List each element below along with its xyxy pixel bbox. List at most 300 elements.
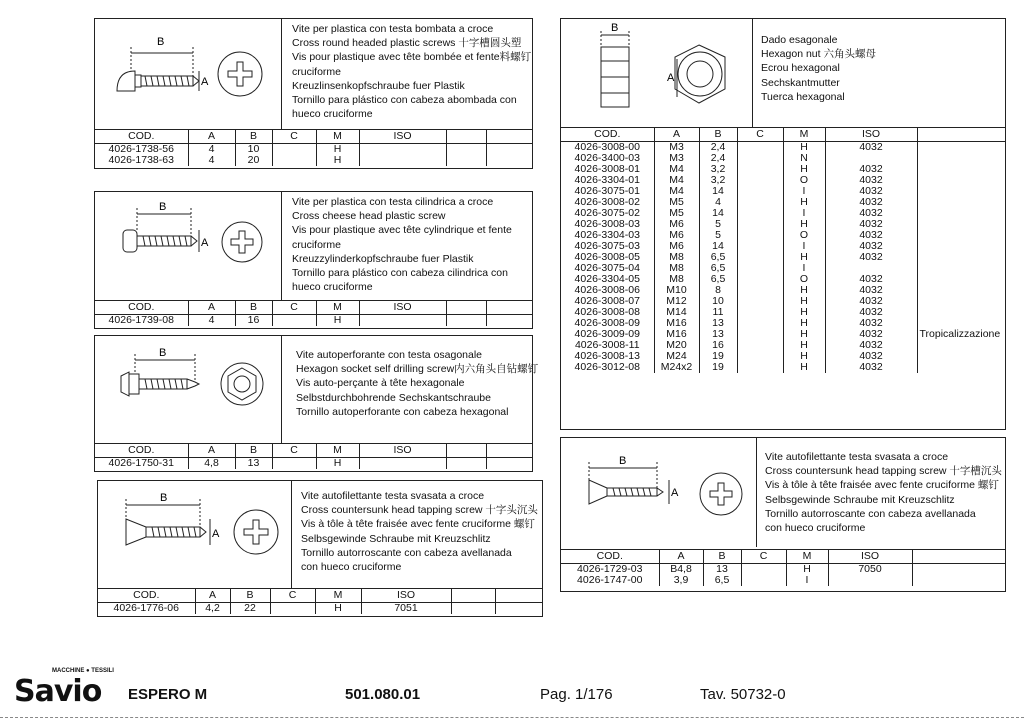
cell-m: I xyxy=(783,186,825,197)
cell-a: M3 xyxy=(654,153,699,164)
cell-m: H xyxy=(786,564,828,576)
parts-table xyxy=(95,443,532,469)
cell-iso: 7051 xyxy=(361,603,451,615)
cell-cod: 4026-3008-00 xyxy=(574,141,640,153)
cell-b: 20 xyxy=(235,155,272,166)
cell-b: 13 xyxy=(699,329,737,340)
countersunk-screw-drawing xyxy=(98,481,291,588)
cell-cod: 4026-1776-06 xyxy=(113,602,179,614)
cell-m: H xyxy=(783,197,825,208)
parts-table xyxy=(95,300,532,326)
table-header xyxy=(561,128,1005,142)
cell-extra-2 xyxy=(486,315,532,327)
cell-iso: 4032 xyxy=(825,307,917,318)
dim-label-b: B xyxy=(619,455,627,467)
cell-cod: 4026-3008-13 xyxy=(574,351,640,362)
cell-a: M4 xyxy=(654,186,699,197)
header-a: A xyxy=(195,589,230,603)
dim-label-a: A xyxy=(201,76,209,88)
cell-notes xyxy=(917,186,1005,197)
description-block xyxy=(765,450,1002,535)
desc-en: Hexagon nut 六角头螺母 xyxy=(761,48,876,61)
cell-iso xyxy=(825,153,917,164)
cell-m: H xyxy=(783,351,825,362)
cell-c xyxy=(741,575,786,586)
desc-fr: Vis à tôle à tête fraisée avec fente cruciforme 螺钉 xyxy=(301,518,535,531)
desc-es-2: hueco cruciforme xyxy=(292,108,373,121)
header-extra-1 xyxy=(446,301,486,315)
cell-c xyxy=(737,230,783,241)
cell-m: H xyxy=(783,142,825,154)
cell-notes xyxy=(917,230,1005,241)
parts-table xyxy=(561,127,1005,373)
table-row xyxy=(95,144,532,156)
table-row xyxy=(561,142,1005,154)
table-row xyxy=(561,564,1005,576)
cell-cod: 4026-3008-06 xyxy=(574,285,640,296)
cell-c xyxy=(737,285,783,296)
cell-a: M20 xyxy=(654,340,699,351)
drawing-area xyxy=(95,336,282,443)
cell-cod: 4026-3008-01 xyxy=(574,164,640,175)
header-extra-1 xyxy=(446,130,486,144)
cell-a: M6 xyxy=(654,241,699,252)
cell-c xyxy=(737,153,783,164)
cell-a: M14 xyxy=(654,307,699,318)
cell-notes xyxy=(917,153,1005,164)
page-number: Pag. 1/176 xyxy=(540,686,613,703)
cell-c xyxy=(737,274,783,285)
cell-iso xyxy=(359,144,446,156)
cell-notes: Tropicalizzazione xyxy=(917,329,1005,340)
dim-label-a: A xyxy=(201,237,209,249)
cell-b: 14 xyxy=(699,241,737,252)
part-panel-countersunk-tapping-screw xyxy=(560,437,1006,592)
cell-b: 13 xyxy=(235,458,272,470)
header-c: C xyxy=(272,444,316,458)
parts-table xyxy=(98,588,542,614)
cell-a: 3,9 xyxy=(659,575,703,586)
desc-de: Selbsgewinde Schraube mit Kreuzschlitz xyxy=(765,493,955,506)
cell-c xyxy=(737,142,783,154)
cell-b: 6,5 xyxy=(699,252,737,263)
table-row xyxy=(561,307,1005,318)
desc-es-2: con hueco cruciforme xyxy=(301,560,402,573)
cell-iso: 4032 xyxy=(825,175,917,186)
cell-iso: 4032 xyxy=(825,329,917,340)
cell-cod: 4026-3008-03 xyxy=(574,219,640,230)
desc-fr-2: cruciforme xyxy=(292,238,342,251)
desc-es: Tornillo autorroscante con cabeza avellanada xyxy=(301,546,512,559)
header-extra-1 xyxy=(451,589,495,603)
cell-m: I xyxy=(783,263,825,274)
header-m: M xyxy=(316,301,359,315)
desc-de: Kreuzzylinderkopfschraube fuer Plastik xyxy=(292,252,474,265)
cell-extra-2 xyxy=(486,458,532,470)
desc-es: Tornillo para plástico con cabeza cilindrica con xyxy=(292,266,508,279)
cell-cod: 4026-3400-03 xyxy=(574,153,640,164)
cell-cod: 4026-3075-01 xyxy=(574,186,640,197)
header-b: B xyxy=(703,550,741,564)
cell-notes xyxy=(917,175,1005,186)
cell-notes xyxy=(917,164,1005,175)
table-row xyxy=(561,263,1005,274)
header-m: M xyxy=(786,550,828,564)
cell-notes xyxy=(917,362,1005,373)
cell-c xyxy=(737,263,783,274)
cell-a: M12 xyxy=(654,296,699,307)
cell-cod: 4026-1738-63 xyxy=(108,155,174,166)
header-extra-1 xyxy=(446,444,486,458)
dim-label-b: B xyxy=(159,201,167,213)
cell-b: 14 xyxy=(699,186,737,197)
header-b: B xyxy=(235,444,272,458)
cell-notes xyxy=(917,318,1005,329)
cell-cod: 4026-3075-03 xyxy=(574,241,640,252)
cell-cod: 4026-1729-03 xyxy=(577,563,643,575)
cell-b: 16 xyxy=(699,340,737,351)
table-row xyxy=(561,274,1005,285)
cell-m: N xyxy=(783,153,825,164)
cell-iso xyxy=(825,263,917,274)
cell-extra-1 xyxy=(446,144,486,156)
cell-cod: 4026-1739-08 xyxy=(108,314,174,326)
cell-extra-1 xyxy=(451,603,495,615)
cell-notes xyxy=(917,142,1005,154)
cell-m: H xyxy=(783,296,825,307)
cell-notes xyxy=(917,340,1005,351)
hex-drilling-screw-drawing xyxy=(95,336,281,443)
desc-en: Cross round headed plastic screws 十字槽圆头塑 xyxy=(292,37,522,50)
cell-b: 2,4 xyxy=(699,153,737,164)
dim-label-b: B xyxy=(611,22,619,34)
cell-a: M10 xyxy=(654,285,699,296)
table-header xyxy=(95,301,532,315)
table-row xyxy=(561,175,1005,186)
header-cod: COD. xyxy=(98,589,195,603)
desc-it: Vite autoperforante con testa osagonale xyxy=(296,349,483,361)
cell-iso xyxy=(359,458,446,470)
header-b: B xyxy=(230,589,270,603)
desc-de: Kreuzlinsenkopfschraube fuer Plastik xyxy=(292,79,465,92)
cell-c xyxy=(737,164,783,175)
cell-b: 14 xyxy=(699,208,737,219)
cell-c xyxy=(737,362,783,373)
cell-b: 5 xyxy=(699,230,737,241)
header-cod: COD. xyxy=(561,550,659,564)
cell-b: 6,5 xyxy=(699,274,737,285)
cell-iso: 4032 xyxy=(825,186,917,197)
cell-iso: 4032 xyxy=(825,274,917,285)
cell-b: 13 xyxy=(703,564,741,576)
table-header xyxy=(95,444,532,458)
cell-notes xyxy=(917,285,1005,296)
cell-iso: 4032 xyxy=(825,142,917,154)
machine-name: ESPERO M xyxy=(128,686,208,703)
table-number: Tav. 50732-0 xyxy=(700,686,786,703)
header-cod: COD. xyxy=(95,130,188,144)
table-row xyxy=(561,318,1005,329)
desc-fr: Vis auto-perçante à tête hexagonale xyxy=(296,377,465,390)
cell-iso: 4032 xyxy=(825,285,917,296)
cell-c xyxy=(737,340,783,351)
cell-cod: 4026-3075-02 xyxy=(574,208,640,219)
desc-it: Dado esagonale xyxy=(761,34,838,46)
table-row xyxy=(561,362,1005,373)
header-c: C xyxy=(741,550,786,564)
cell-cod: 4026-3009-09 xyxy=(574,329,640,340)
desc-es: Tornillo autorroscante con cabeza avellanada xyxy=(765,507,976,520)
cell-c xyxy=(737,296,783,307)
table-row xyxy=(95,315,532,327)
part-panel-hex-drilling-screw xyxy=(94,335,539,472)
cell-b: 2,4 xyxy=(699,142,737,154)
table-row xyxy=(561,351,1005,362)
cell-b: 10 xyxy=(699,296,737,307)
cell-cod: 4026-3008-09 xyxy=(574,318,640,329)
cell-m: I xyxy=(783,208,825,219)
cell-extra-1 xyxy=(446,155,486,166)
cell-b: 11 xyxy=(699,307,737,318)
cell-iso: 4032 xyxy=(825,164,917,175)
cell-b: 6,5 xyxy=(703,575,741,586)
cell-iso: 4032 xyxy=(825,296,917,307)
table-row xyxy=(561,230,1005,241)
dim-label-b: B xyxy=(159,347,167,359)
cell-c xyxy=(737,197,783,208)
cell-iso: 4032 xyxy=(825,340,917,351)
cell-iso: 4032 xyxy=(825,362,917,373)
cell-notes xyxy=(912,575,1005,586)
cell-c xyxy=(737,329,783,340)
cell-a: M24 xyxy=(654,351,699,362)
header-m: M xyxy=(783,128,825,142)
cell-cod: 4026-3075-04 xyxy=(574,263,640,274)
cell-a: M5 xyxy=(654,208,699,219)
header-c: C xyxy=(272,130,316,144)
cheese-head-screw-drawing xyxy=(95,192,281,300)
drawing-area xyxy=(95,19,282,129)
cell-m: O xyxy=(783,230,825,241)
table-header xyxy=(95,130,532,144)
table-row xyxy=(561,164,1005,175)
cell-cod: 4026-3008-07 xyxy=(574,296,640,307)
header-a: A xyxy=(659,550,703,564)
dim-label-b: B xyxy=(160,492,168,504)
cell-cod: 4026-1738-56 xyxy=(108,143,174,155)
desc-de: Selbstdurchbohrende Sechskantschraube xyxy=(296,391,491,404)
desc-es: Tornillo autoperforante con cabeza hexagonal xyxy=(296,405,509,418)
cell-notes xyxy=(917,296,1005,307)
desc-it: Vite autofilettante testa svasata a croce xyxy=(765,451,949,463)
cell-m: H xyxy=(783,340,825,351)
cell-b: 19 xyxy=(699,351,737,362)
cell-m: H xyxy=(783,252,825,263)
header-a: A xyxy=(188,444,235,458)
cell-m: O xyxy=(783,274,825,285)
cell-m: H xyxy=(316,458,359,470)
cell-m: H xyxy=(316,155,359,166)
cell-a: M3 xyxy=(654,142,699,154)
cell-iso xyxy=(359,315,446,327)
cell-b: 10 xyxy=(235,144,272,156)
cell-notes xyxy=(917,307,1005,318)
cell-a: 4,8 xyxy=(188,458,235,470)
header-extra-2 xyxy=(486,301,532,315)
cell-m: H xyxy=(783,307,825,318)
cell-extra-1 xyxy=(446,315,486,327)
cell-a: M6 xyxy=(654,230,699,241)
cell-notes xyxy=(917,208,1005,219)
cell-cod: 4026-3012-08 xyxy=(574,362,640,373)
cell-notes xyxy=(917,252,1005,263)
savio-logo: Savio xyxy=(14,674,102,709)
cell-notes xyxy=(917,197,1005,208)
header-cod: COD. xyxy=(95,444,188,458)
desc-es: Tuerca hexagonal xyxy=(761,90,845,103)
cell-a: 4 xyxy=(188,144,235,156)
header-notes xyxy=(912,550,1005,564)
dim-label-a: A xyxy=(212,528,220,540)
cell-cod: 4026-3008-11 xyxy=(574,340,640,351)
footer-divider xyxy=(0,717,1024,718)
header-iso: ISO xyxy=(828,550,912,564)
cell-extra-1 xyxy=(446,458,486,470)
cell-cod: 4026-3304-03 xyxy=(574,230,640,241)
parts-table xyxy=(561,549,1005,586)
drawing-area xyxy=(98,481,292,588)
desc-fr: Ecrou hexagonal xyxy=(761,62,840,75)
cell-iso: 4032 xyxy=(825,208,917,219)
header-a: A xyxy=(654,128,699,142)
table-row xyxy=(561,285,1005,296)
cell-b: 22 xyxy=(230,603,270,615)
cell-b: 5 xyxy=(699,219,737,230)
cell-m: H xyxy=(316,144,359,156)
desc-fr: Vis à tôle à tête fraisée avec fente cruciforme 螺钉 xyxy=(765,479,999,492)
desc-en: Hexagon socket self drilling screw内六角头自钻螺钉 xyxy=(296,363,539,376)
table-row xyxy=(95,155,532,166)
table-row xyxy=(561,252,1005,263)
header-iso: ISO xyxy=(825,128,917,142)
cell-iso: 4032 xyxy=(825,197,917,208)
cell-iso: 4032 xyxy=(825,219,917,230)
header-a: A xyxy=(188,301,235,315)
desc-en: Cross countersunk head tapping screw 十字槽沉头 xyxy=(765,465,1002,478)
table-header xyxy=(98,589,542,603)
cell-a: 4,2 xyxy=(195,603,230,615)
cell-c xyxy=(737,351,783,362)
cell-m: H xyxy=(783,285,825,296)
header-iso: ISO xyxy=(359,301,446,315)
cell-c xyxy=(272,315,316,327)
cell-m: H xyxy=(316,315,359,327)
table-row xyxy=(561,219,1005,230)
header-iso: ISO xyxy=(359,130,446,144)
cell-cod: 4026-3008-05 xyxy=(574,252,640,263)
cell-iso: 4032 xyxy=(825,252,917,263)
header-c: C xyxy=(270,589,315,603)
cell-iso: 7050 xyxy=(828,564,912,576)
description-block xyxy=(292,195,512,294)
cell-extra-2 xyxy=(486,144,532,156)
cell-a: M4 xyxy=(654,164,699,175)
cell-a: M24x2 xyxy=(654,362,699,373)
cell-a: M4 xyxy=(654,175,699,186)
description-block xyxy=(296,348,538,419)
cell-c xyxy=(737,307,783,318)
page-footer xyxy=(0,668,1024,718)
header-m: M xyxy=(316,444,359,458)
cell-c xyxy=(741,564,786,576)
desc-de: Sechskantmutter xyxy=(761,76,840,89)
desc-es-2: hueco cruciforme xyxy=(292,281,373,294)
cell-notes xyxy=(917,274,1005,285)
cell-c xyxy=(737,175,783,186)
cell-c xyxy=(737,219,783,230)
cell-cod: 4026-1747-00 xyxy=(577,575,643,586)
cell-b: 19 xyxy=(699,362,737,373)
cell-b: 3,2 xyxy=(699,175,737,186)
cell-extra-2 xyxy=(495,603,542,615)
part-panel-countersunk-screw xyxy=(97,480,543,617)
cell-a: M16 xyxy=(654,329,699,340)
cell-m: I xyxy=(783,241,825,252)
cell-m: H xyxy=(315,603,361,615)
desc-it: Vite per plastica con testa bombata a croce xyxy=(292,23,494,35)
description-block xyxy=(292,22,531,121)
header-m: M xyxy=(315,589,361,603)
cell-iso: 4032 xyxy=(825,318,917,329)
cell-c xyxy=(737,186,783,197)
logo-tagline: MACCHINE ● TESSILI xyxy=(52,668,114,674)
cell-notes xyxy=(917,241,1005,252)
header-extra-2 xyxy=(495,589,542,603)
table-row xyxy=(561,153,1005,164)
drawing-area xyxy=(561,438,757,547)
cell-a: M16 xyxy=(654,318,699,329)
cell-m: H xyxy=(783,318,825,329)
dim-label-b: B xyxy=(157,36,165,48)
header-a: A xyxy=(188,130,235,144)
table-row xyxy=(561,329,1005,340)
cell-b: 8 xyxy=(699,285,737,296)
desc-it: Vite per plastica con testa cilindrica a croce xyxy=(292,196,494,208)
dim-label-a: A xyxy=(667,72,675,84)
header-cod: COD. xyxy=(95,301,188,315)
desc-it: Vite autofilettante testa svasata a croce xyxy=(301,490,485,502)
table-row xyxy=(98,603,542,615)
header-iso: ISO xyxy=(359,444,446,458)
cell-iso xyxy=(359,155,446,166)
desc-es-2: con hueco cruciforme xyxy=(765,521,866,534)
table-row xyxy=(561,241,1005,252)
cell-m: O xyxy=(783,175,825,186)
header-cod: COD. xyxy=(561,128,654,142)
hex-nut-drawing xyxy=(561,19,752,127)
cell-cod: 4026-3008-02 xyxy=(574,197,640,208)
desc-fr-2: cruciforme xyxy=(292,65,342,78)
cell-cod: 4026-3304-05 xyxy=(574,274,640,285)
header-b: B xyxy=(235,130,272,144)
cell-iso: 4032 xyxy=(825,351,917,362)
dim-label-a: A xyxy=(671,487,679,499)
cell-a: M6 xyxy=(654,219,699,230)
header-m: M xyxy=(316,130,359,144)
cell-c xyxy=(737,318,783,329)
cell-m: H xyxy=(783,362,825,373)
header-b: B xyxy=(699,128,737,142)
